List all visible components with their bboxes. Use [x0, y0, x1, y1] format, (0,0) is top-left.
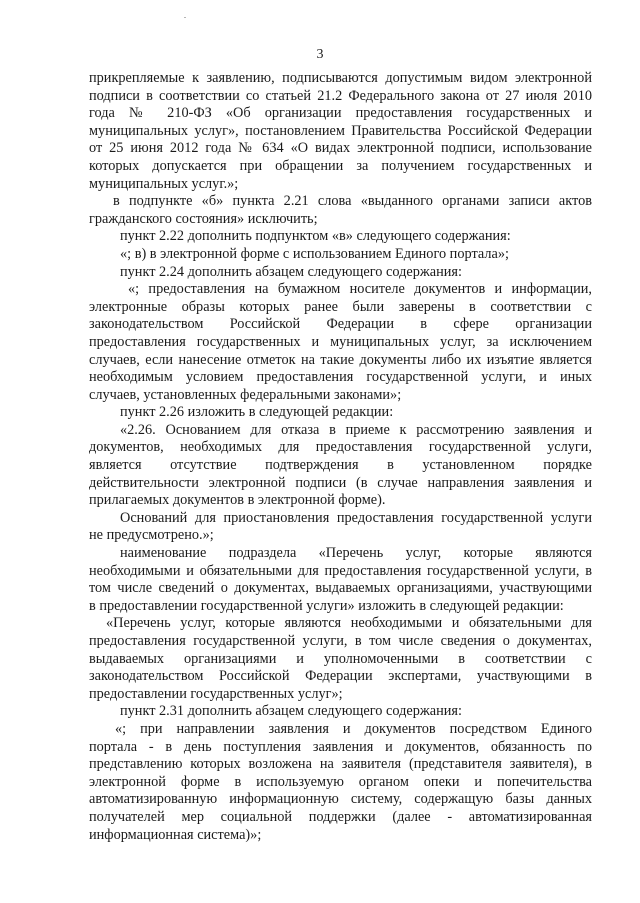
text-line: законодательством Российской Федерации экспертами, участвующими в	[89, 668, 592, 685]
text-line: электронные образы которых ранее были заверены в соответствии с	[89, 298, 592, 315]
text-line: муниципальных услуг», постановлением Правительства Российской Федерации	[89, 122, 592, 139]
text-line: муниципальных услуг.»;	[89, 175, 239, 192]
text-line: портала - в день поступления заявления и документов, обязанность по	[89, 738, 592, 755]
text-line: автоматизированную информационную систему, содержащую базы данных	[89, 791, 592, 808]
text-line: представлению которых возложена на заявителя (представителя заявителя), в	[89, 756, 592, 773]
text-line: предоставлении государственных услуг»;	[89, 685, 343, 702]
text-line: законодательством Российской Федерации в сфере организации	[89, 316, 592, 333]
text-line: года № 210-ФЗ «Об организации предоставления государственных и	[89, 105, 592, 122]
text-line: пункт 2.26 изложить в следующей редакции:	[120, 404, 394, 421]
text-line: случаев, если нанесение отметок на такие документы либо их изъятие является	[89, 351, 592, 368]
text-line: Оснований для приостановления предоставления государственной услуги	[120, 509, 592, 526]
text-line: необходимыми и обязательными для предоставления государственной услуги, в	[89, 562, 592, 579]
text-line: пункт 2.22 дополнить подпунктом «в» следующего содержания:	[120, 228, 511, 245]
text-line: том числе сведений о документах, выдаваемых организациями, участвующими	[89, 580, 592, 597]
text-line: гражданского состояния» исключить;	[89, 210, 318, 227]
text-line: является отсутствие подтверждения в установленном порядке	[89, 457, 592, 474]
text-line: случаев, установленных федеральными законами»;	[89, 386, 402, 403]
text-line: «; в) в электронной форме с использованием Единого портала»;	[120, 245, 509, 262]
text-line: «; при направлении заявления и документов посредством Единого	[115, 720, 592, 737]
text-line: «2.26. Основанием для отказа в приеме к рассмотрению заявления и	[120, 421, 592, 438]
scan-speck	[184, 17, 186, 18]
text-line: наименование подраздела «Перечень услуг, которые являются	[120, 545, 592, 562]
text-line: «; предоставления на бумажном носителе документов и информации,	[128, 281, 592, 298]
text-line: не предусмотрено.»;	[89, 527, 214, 544]
page-number: 3	[316, 47, 324, 62]
text-line: документов, необходимых для предоставления государственной услуги,	[89, 439, 592, 456]
text-line: необходимым условием предоставления государственной услуги, и иных	[89, 369, 592, 386]
text-line: в предоставлении государственной услуги» изложить в следующей редакции:	[89, 597, 564, 614]
text-line: электронной форме в используемую органом опеки и попечительства	[89, 773, 592, 790]
text-line: предоставления государственной услуги, в том числе сведения о документах,	[89, 633, 592, 649]
text-line: которых допускается при обращении за получением государственных и	[89, 157, 592, 174]
text-line: выдаваемых организациями и уполномоченными в соответствии с	[89, 650, 592, 667]
text-line: прикрепляемые к заявлению, подписываются допустимым видом электронной	[89, 70, 592, 86]
text-line: получателей мер социальной поддержки (далее - автоматизированная	[89, 808, 592, 825]
text-line: информационная система)»;	[89, 826, 262, 843]
text-line: от 25 июня 2012 года № 634 «О видах электронной подписи, использование	[89, 140, 592, 157]
text-line: предоставления государственных и муниципальных услуг, за исключением	[89, 333, 592, 350]
text-line: прилагаемых документов в электронной форме).	[89, 492, 386, 509]
text-line: действительности электронной подписи (в случае направления заявления и	[89, 474, 592, 491]
text-line: «Перечень услуг, которые являются необходимыми и обязательными для	[106, 615, 592, 632]
text-line: в подпункте «б» пункта 2.21 слова «выданного органами записи актов	[113, 193, 592, 210]
text-line: пункт 2.31 дополнить абзацем следующего содержания:	[120, 703, 462, 720]
text-line: подписи в соответствии со статьей 21.2 Федерального закона от 27 июля 2010	[89, 87, 592, 104]
body-text	[89, 70, 592, 844]
text-line: пункт 2.24 дополнить абзацем следующего содержания:	[120, 263, 462, 280]
